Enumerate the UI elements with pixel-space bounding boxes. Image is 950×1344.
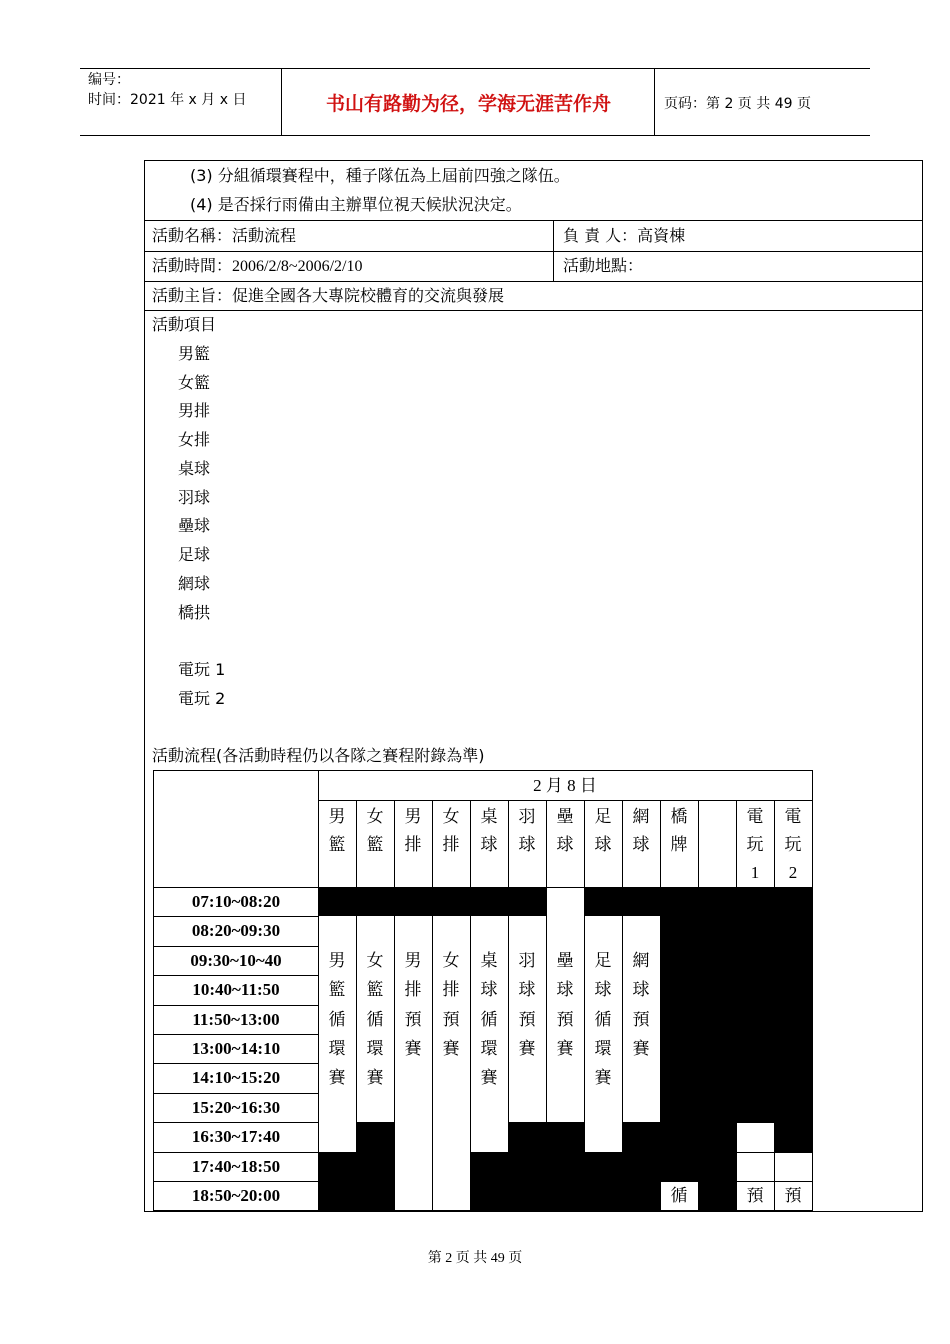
time-slot: 07:10~08:20: [191, 892, 281, 911]
column-header: 球: [518, 835, 536, 854]
list-item: 女籃: [178, 373, 211, 392]
filled-cell: [432, 887, 470, 916]
event-label: 壘: [556, 950, 574, 970]
page-footer: 第 2 页 共 49 页: [427, 1251, 523, 1266]
event-label: 桌: [480, 950, 498, 970]
list-item: 橋拱: [178, 603, 211, 622]
list-item: 網球: [178, 574, 211, 593]
grid-line: [318, 887, 812, 888]
filled-cell: [470, 1152, 508, 1211]
column-header: 球: [556, 835, 574, 854]
note-4: (4) 是否採行雨備由主辦單位視天候狀況決定。: [190, 195, 522, 214]
column-header: 足: [594, 807, 612, 826]
time-slot: 09:30~10~40: [190, 950, 282, 970]
event-label: 環: [480, 1039, 498, 1058]
activity-name: 活動名稱：活動流程: [152, 226, 297, 245]
event-label: 賽: [480, 1068, 498, 1088]
filled-cell: [622, 1122, 660, 1210]
column-header: 2: [788, 863, 798, 882]
event-label: 排: [404, 980, 422, 1000]
grid-line: [736, 1122, 774, 1123]
filled-cell: [470, 887, 508, 916]
column-header: 男: [404, 807, 422, 826]
grid-line: [698, 1181, 736, 1182]
column-header: 桌: [480, 807, 498, 826]
event-label: 預: [632, 1009, 650, 1029]
grid-line: [698, 1093, 736, 1094]
column-header: 電: [746, 807, 764, 826]
event-label: 球: [632, 980, 650, 1000]
column-header: 橋: [670, 807, 688, 826]
note-3: (3) 分組循環賽程中，種子隊伍為上屆前四強之隊伍。: [190, 166, 570, 185]
grid-line: [698, 1122, 736, 1123]
event-label: 球: [594, 980, 612, 1000]
column-header: 籃: [366, 835, 384, 854]
column-header: 壘: [556, 807, 574, 826]
schedule-title: 活動流程(各活動時程仍以各隊之賽程附錄為準): [152, 746, 485, 765]
event-label: 循: [366, 1009, 384, 1029]
event-label: 羽: [518, 950, 536, 970]
event-label: 賽: [366, 1068, 384, 1088]
doc-number-label: 编号：: [88, 72, 130, 88]
event-label: 預: [518, 1009, 536, 1029]
event-label: 排: [442, 980, 460, 1000]
column-header: 籃: [328, 835, 346, 854]
event-label: 循: [670, 1186, 688, 1205]
grid-line: [812, 770, 813, 1210]
list-item: 壘球: [178, 516, 211, 535]
list-item: 電玩 2: [178, 689, 226, 708]
grid-line: [736, 975, 774, 976]
filled-cell: [660, 887, 698, 1152]
date-header: 2 月 8 日: [533, 776, 597, 795]
column-header: 玩: [746, 835, 764, 854]
grid-line: [660, 1152, 698, 1153]
activity-time-value: 2006/2/8~2006/2/10: [232, 258, 363, 275]
time-slot: 11:50~13:00: [192, 1009, 280, 1029]
grid-line: [660, 1122, 698, 1123]
activity-purpose: 活動主旨：促進全國各大專院校體育的交流與發展: [152, 286, 505, 305]
filled-cell: [318, 887, 356, 916]
grid-line: [774, 916, 812, 917]
time-slot: 10:40~11:50: [192, 980, 280, 1000]
grid-line: [774, 1034, 812, 1035]
grid-line: [698, 1005, 736, 1006]
list-item: 羽球: [178, 488, 211, 507]
list-item: 女排: [178, 430, 211, 449]
filled-cell: [508, 1122, 546, 1210]
grid-line: [774, 1122, 812, 1123]
event-label: 球: [480, 980, 498, 1000]
grid-line: [660, 946, 698, 947]
list-item: 男排: [178, 401, 211, 420]
grid-line: [698, 916, 736, 917]
doc-date-label: 时间：2021 年 x 月 x 日: [88, 92, 247, 108]
time-slot: 14:10~15:20: [191, 1068, 281, 1088]
filled-cell: [318, 1152, 356, 1211]
grid-line: [660, 916, 698, 917]
event-label: 賽: [594, 1068, 612, 1088]
column-header: 男: [328, 807, 346, 826]
event-label: 男: [404, 950, 422, 970]
filled-cell: [774, 887, 812, 1152]
filled-cell: [698, 887, 736, 1210]
event-label: 網: [632, 950, 650, 970]
event-label: 籃: [328, 980, 346, 1000]
filled-cell: [584, 1152, 622, 1211]
grid-line: [774, 1152, 812, 1153]
grid-line: [736, 916, 774, 917]
event-label: 循: [480, 1009, 498, 1029]
grid-line: [774, 946, 812, 947]
header-motto: 书山有路勤为径，学海无涯苦作舟: [325, 92, 611, 115]
activity-time: [152, 256, 362, 277]
event-label: 賽: [632, 1039, 650, 1058]
event-label: 循: [328, 1009, 346, 1029]
column-header: 排: [442, 835, 460, 854]
event-label: 賽: [442, 1039, 460, 1058]
list-item: 電玩 1: [178, 660, 226, 679]
column-header: 羽: [518, 807, 536, 826]
event-label: 球: [556, 980, 574, 1000]
activity-place: 活動地點：: [563, 256, 644, 275]
column-header: 玩: [784, 835, 802, 854]
event-label: 環: [328, 1039, 346, 1058]
event-label: 循: [594, 1009, 612, 1029]
grid-line: [660, 1034, 698, 1035]
activity-time-prefix: 活動時間：: [152, 256, 233, 275]
event-label: 籃: [366, 980, 384, 1000]
event-label: 預: [404, 1009, 422, 1029]
column-header: 電: [784, 807, 802, 826]
event-label: 預: [746, 1186, 764, 1205]
grid-line: [153, 1210, 813, 1211]
grid-line: [660, 975, 698, 976]
grid-line: [736, 1093, 774, 1094]
column-header: 網: [632, 807, 650, 826]
grid-line: [698, 1063, 736, 1064]
event-label: 賽: [556, 1039, 574, 1058]
grid-line: [736, 1063, 774, 1064]
column-header: 球: [480, 835, 498, 854]
filled-cell: [508, 887, 546, 916]
grid-line: [736, 946, 774, 947]
items-title: 活動項目: [152, 315, 217, 334]
grid-line: [660, 1093, 698, 1094]
column-header: 女: [442, 807, 460, 826]
time-slot: 18:50~20:00: [191, 1186, 281, 1205]
column-header: 女: [366, 807, 384, 826]
event-label: 賽: [404, 1039, 422, 1058]
event-label: 預: [556, 1009, 574, 1029]
page-info: 页码：第 2 页 共 49 页: [664, 96, 811, 112]
activity-leader: 負 責 人：高資棟: [563, 226, 686, 245]
filled-cell: [356, 887, 394, 916]
event-label: 賽: [328, 1068, 346, 1088]
time-slot: 16:30~17:40: [191, 1127, 281, 1147]
grid-line: [736, 1034, 774, 1035]
filled-cell: [394, 887, 432, 916]
column-header: 排: [404, 835, 422, 854]
grid-line: [660, 1063, 698, 1064]
time-slot: 08:20~09:30: [191, 921, 281, 941]
event-label: 賽: [518, 1039, 536, 1058]
grid-line: [736, 1005, 774, 1006]
list-item: 桌球: [178, 459, 211, 478]
column-header: 1: [750, 863, 760, 882]
filled-cell: [622, 887, 660, 916]
event-label: 預: [442, 1009, 460, 1029]
grid-line: [774, 1093, 812, 1094]
column-header: 牌: [670, 835, 688, 854]
event-label: 男: [328, 950, 346, 970]
time-slot: 15:20~16:30: [191, 1097, 281, 1117]
event-label: 預: [784, 1186, 802, 1205]
time-slot: 13:00~14:10: [191, 1039, 281, 1058]
filled-cell: [356, 1122, 394, 1210]
event-label: 足: [594, 950, 612, 970]
grid-line: [736, 1152, 774, 1153]
event-label: 女: [442, 950, 460, 970]
grid-line: [698, 946, 736, 947]
list-item: 足球: [178, 545, 211, 564]
grid-line: [318, 800, 812, 801]
filled-cell: [584, 887, 622, 916]
grid-line: [698, 1152, 736, 1153]
event-label: 環: [594, 1039, 612, 1058]
event-label: 環: [366, 1039, 384, 1058]
column-header: 球: [632, 835, 650, 854]
grid-line: [774, 975, 812, 976]
column-header: 球: [594, 835, 612, 854]
filled-cell: [660, 1152, 698, 1181]
grid-line: [774, 1005, 812, 1006]
grid-line: [698, 975, 736, 976]
event-label: 球: [518, 980, 536, 1000]
list-item: 男籃: [178, 344, 211, 363]
grid-line: [774, 1063, 812, 1064]
grid-line: [698, 1034, 736, 1035]
event-label: 女: [366, 950, 384, 970]
filled-cell: [546, 1122, 584, 1210]
time-slot: 17:40~18:50: [191, 1156, 281, 1176]
grid-line: [660, 1005, 698, 1006]
